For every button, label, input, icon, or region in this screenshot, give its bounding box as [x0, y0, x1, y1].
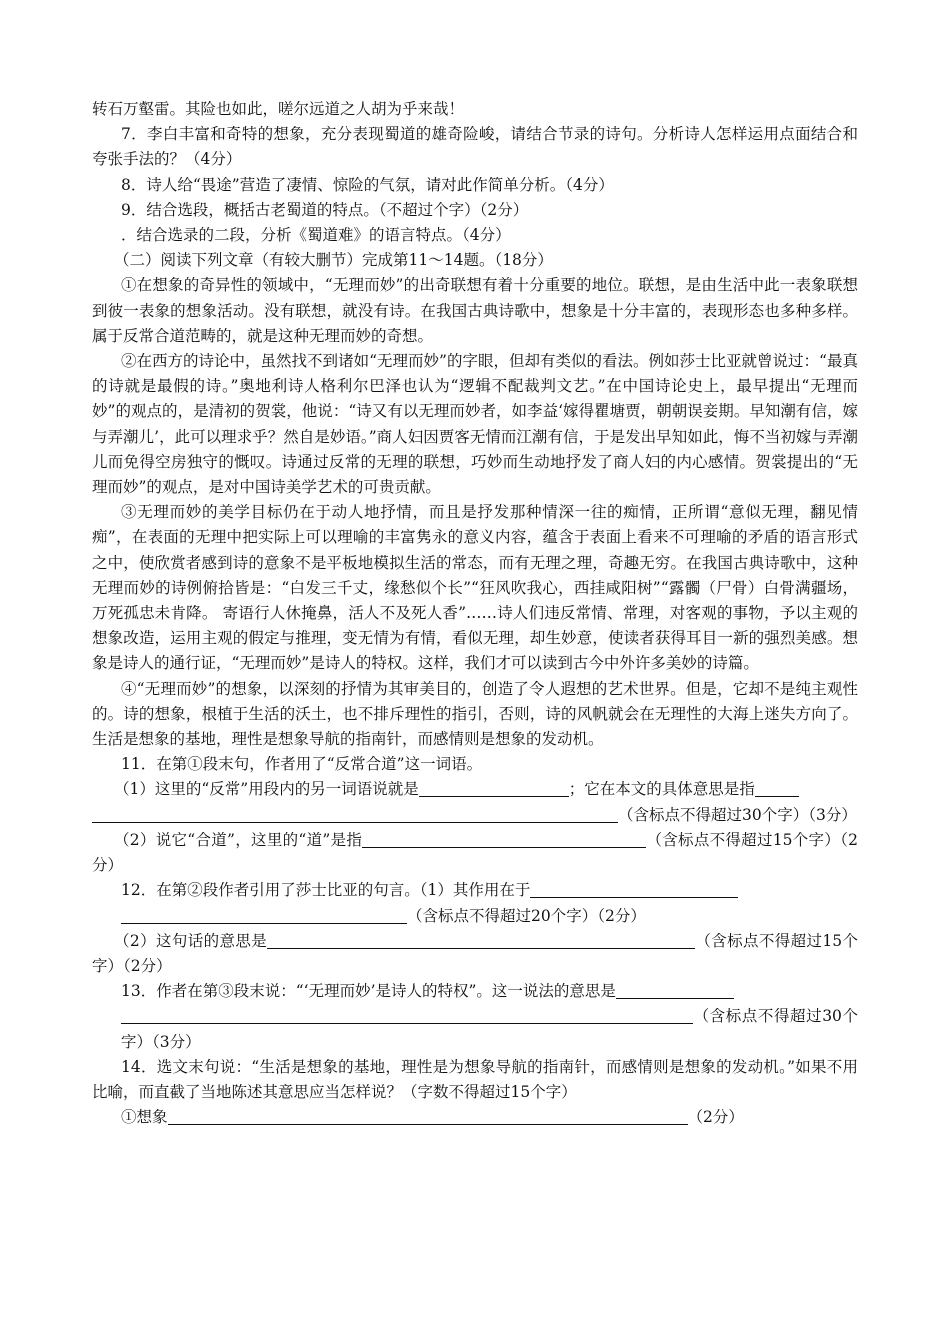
answer-blank-12-1a[interactable] [530, 879, 738, 898]
section-2-heading: （二）阅读下列文章（有较大删节）完成第11～14题。（18分） [114, 251, 553, 270]
answer-blank-11-1a[interactable] [419, 778, 569, 797]
q13-stem: 13．作者在第③段末说：“‘无理而妙’是诗人的特权”。这一说法的意思是 [121, 982, 616, 1001]
question-11-sub2 [92, 828, 858, 878]
question-11-sub1 [92, 777, 858, 802]
question-14-sub1 [92, 1105, 858, 1130]
q11-sub1-text-a: （1）这里的“反常”用段内的另一词语说就是 [114, 780, 419, 799]
q11-sub2-text-a: （2）说它“合道”，这里的“道”是指 [114, 830, 363, 849]
paragraph-3: ③无理而妙的美学目标仍在于动人地抒情，而且是抒发那种情深一往的痴情，正所谓“意似无理，翻见情痴”，在表面的无理中把实际上可以理喻的丰富隽永的意义内容，蕴含于表面上看来不可理喻的矛盾的语言形式之中，使欣赏者感到诗的意象不是平板地模拟生活的常态，而有无理之理，奇趣无穷。在我国古典诗歌中，这种无理而妙的诗例俯拾皆是：“白发三千丈，缘愁似个长”“狂风吹我心，西挂咸阳树”“露髑（尸骨）白骨满疆场，万死孤忠未肯降。 寄语行人休掩鼻，活人不及死人香”……诗人们违反常情、常理，对客观的事物，予以主观的想象改造，运用主观的假定与推理，变无情为有情，看似无理，却生妙意，使读者获得耳目一新的强烈美感。想象是诗人的通行证，“无理而妙”是诗人的特权。这样，我们才可以读到古今中外许多美妙的诗篇。 [92, 503, 858, 673]
q12-sub1-text-b: （含标点不得超过20个字）（2分） [407, 906, 646, 925]
answer-blank-13b[interactable] [121, 1005, 693, 1024]
question-8: 8．诗人给“畏途”营造了凄情、惊险的气氛，请对此作简单分析。（4分） [121, 175, 614, 194]
answer-blank-12-2[interactable] [267, 930, 695, 949]
question-12-sub1 [92, 878, 858, 903]
question-9: 9．结合选段，概括古老蜀道的特点。（不超过个字）（2分） [121, 200, 529, 219]
q12-sub2-text-a: （2）这句话的意思是 [114, 931, 268, 950]
paragraph-2: ②在西方的诗论中，虽然找不到诸如“无理而妙”的字眼，但却有类似的看法。例如莎士比亚就曾说过：“最真的诗就是最假的诗。”奥地利诗人格利尔巴泽也认为“逻辑不配裁判文艺。”在中国诗论史上，最早提出“无理而妙”的观点的，是清初的贺裳，他说：“诗又有以无理而妙者，如李益‘嫁得瞿塘贾，朝朝误妾期。早知潮有信，嫁与弄潮儿’，此可以理求乎？然自是妙语。”商人妇因贾客无情而江潮有信，于是发出早知如此，悔不当初嫁与弄潮儿而免得空房独守的慨叹。诗通过反常的无理的联想，巧妙而生动地抒发了商人妇的内心感情。贺裳提出的“无理而妙”的观点，是对中国诗美学艺术的可贵贡献。 [92, 352, 858, 497]
answer-blank-13a[interactable] [616, 980, 734, 999]
q11-sub2-text-b: （含标点不得超过15个字）（2分） [92, 830, 859, 875]
q12-stem: 12．在第②段作者引用了莎士比亚的句言。（1）其作用在于 [121, 881, 531, 900]
answer-blank-11-1c[interactable] [92, 804, 618, 823]
question-13-cont [92, 1004, 858, 1054]
q14-sub1-text-b: （2分） [687, 1108, 744, 1127]
answer-blank-11-1b[interactable] [755, 778, 799, 797]
q11-sub1-text-c: （含标点不得超过30个字）（3分） [618, 805, 857, 824]
question-14-stem: 14．选文末句说：“生活是想象的基地，理性是为想象导航的指南针，而感情则是想象的发动机。”如果不用比喻，而直截了当地陈述其意思应当怎样说？（字数不得超过15个字） [92, 1057, 858, 1101]
paragraph-4: ④“无理而妙”的想象，以深刻的抒情为其审美目的，创造了令人遐想的艺术世界。但是，它却不是纯主观性的。诗的想象，根植于生活的沃土，也不排斥理性的指引，否则，诗的风帆就会在无理性的大海上迷失方向了。生活是想象的基地，理性是想象导航的指南针，而感情则是想象的发动机。 [92, 679, 858, 749]
question-13 [92, 979, 858, 1004]
q14-sub1-text-a: ①想象 [121, 1108, 168, 1127]
q12-sub2-text-b: （含标点不得超过15个字）（2分） [92, 931, 858, 975]
question-12-sub1-cont [92, 904, 858, 929]
answer-blank-14-1[interactable] [168, 1106, 688, 1125]
answer-blank-12-1b[interactable] [121, 905, 407, 924]
question-11-sub1-cont [92, 803, 858, 828]
answer-blank-11-2[interactable] [362, 829, 646, 848]
question-10: ．结合选录的二段，分析《蜀道难》的语言特点。（4分） [121, 226, 511, 245]
question-7: 7．李白丰富和奇特的想象，充分表现蜀道的雄奇险峻，请结合节录的诗句。分析诗人怎样运用点面结合和夸张手法的？（4分） [92, 125, 858, 169]
q11-sub1-text-b: ；它在本文的具体意思是指 [568, 780, 755, 799]
q13-tail: （含标点不得超过30个字）（3分） [121, 1007, 858, 1051]
question-12-sub2 [92, 929, 858, 979]
paragraph-1: ①在想象的奇异性的领域中，“无理而妙”的出奇联想有着十分重要的地位。联想，是由生活中此一表象联想到彼一表象的想象活动。没有联想，就没有诗。在我国古典诗歌中，想象是十分丰富的，表现形态也多种多样。属于反常合道范畴的，就是这种无理而妙的奇想。 [92, 276, 858, 345]
poem-last-line: 转石万壑雷。其险也如此，嗟尔远道之人胡为乎来哉！ [92, 100, 465, 118]
question-11-stem: 11．在第①段末句，作者用了“反常合道”这一词语。 [121, 755, 483, 774]
